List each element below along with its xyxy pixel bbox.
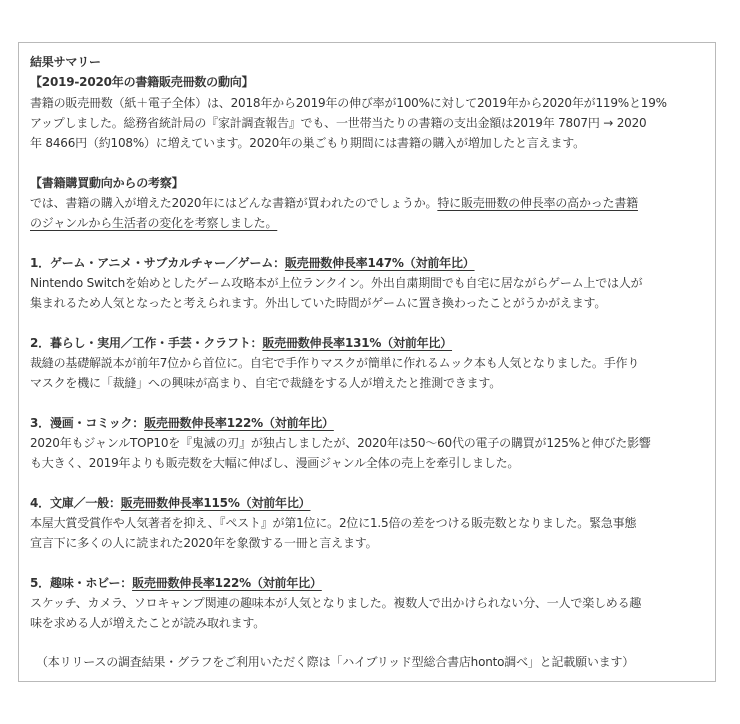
genre-text: 裁縫の基礎解説本が前年7位から首位に。自宅で手作りマスクが簡単に作れるムック本も人気となりました。手作り <box>30 356 640 370</box>
footnote: （本リリースの調査結果・グラフをご利用いただく際は「ハイブリッド型総合書店honto調べ」と記載願います） <box>36 655 635 669</box>
genre-text: 2020年もジャンルTOP10を『鬼滅の刃』が独占しましたが、2020年は50～60代の電子の購買が125%と伸びた影響 <box>30 436 651 450</box>
genre-rate: 販売冊数伸長率122%（対前年比） <box>144 416 334 430</box>
genre-heading <box>30 573 322 593</box>
genre-rate: 販売冊数伸長率147%（対前年比） <box>284 256 475 270</box>
trend-line: 年 8466円（約108%）に増えています。2020年の巣ごもり期間には書籍の購入が増加したと言えます。 <box>30 136 585 150</box>
trend-line: アップしました。総務省統計局の『家計調査報告』でも、一世帯当たりの書籍の支出金額は2019年 7807円 → 2020 <box>30 116 647 130</box>
genre-title: 3．漫画・コミック： <box>30 416 145 430</box>
analysis-text: では、書籍の購入が増えた2020年にはどんな書籍が買われたのでしょうか。 <box>30 196 438 210</box>
genre-heading <box>30 333 452 353</box>
summary-title: 結果サマリー <box>30 55 101 69</box>
genre-text: 宣言下に多くの人に読まれた2020年を象徴する一冊と言えます。 <box>30 536 378 550</box>
genre-text: 本屋大賞受賞作や人気著者を抑え、『ペスト』が第1位に。2位に1.5倍の差をつける販売数となりました。緊急事態 <box>30 516 637 530</box>
genre-heading <box>30 413 334 433</box>
genre-title: 2．暮らし・実用／工作・手芸・クラフト： <box>30 336 263 350</box>
genre-text: も大きく、2019年よりも販売数を大幅に伸ばし、漫画ジャンル全体の売上を牽引しました。 <box>30 456 520 470</box>
genre-rate: 販売冊数伸長率115%（対前年比） <box>120 496 311 510</box>
genre-title: 1．ゲーム・アニメ・サブカルチャー／ゲーム： <box>30 256 285 270</box>
genre-text: Nintendo Switchを始めとしたゲーム攻略本が上位ランクイン。外出自粛期間でも自宅に居ながらゲーム上では人が <box>30 276 643 290</box>
genre-heading <box>30 253 475 273</box>
trend-line: 書籍の販売冊数（紙＋電子全体）は、2018年から2019年の伸び率が100%に対して2019年から2020年が119%と19% <box>30 96 667 110</box>
genre-rate: 販売冊数伸長率122%（対前年比） <box>132 576 322 590</box>
genre-text: マスクを機に「裁縫」への興味が高まり、自宅で裁縫をする人が増えたと推測できます。 <box>30 376 502 390</box>
genre-rate: 販売冊数伸長率131%（対前年比） <box>262 336 453 350</box>
genre-text: 味を求める人が増えたことが読み取れます。 <box>30 616 266 630</box>
genre-title: 4．文庫／一般： <box>30 496 121 510</box>
trend-heading: 【2019-2020年の書籍販売冊数の動向】 <box>30 75 254 89</box>
analysis-heading: 【書籍購買動向からの考察】 <box>30 176 184 190</box>
genre-text: スケッチ、カメラ、ソロキャンプ関連の趣味本が人気となりました。複数人で出かけられない分、一人で楽しめる趣 <box>30 596 642 610</box>
genre-text: 集まれるため人気となったと考えられます。外出していた時間がゲームに置き換わったことがうかがえます。 <box>30 296 607 310</box>
genre-heading <box>30 493 310 513</box>
analysis-emphasis: 特に販売冊数の伸長率の高かった書籍 <box>437 196 638 210</box>
genre-title: 5．趣味・ホビー： <box>30 576 133 590</box>
analysis-emphasis: のジャンルから生活者の変化を考察しました。 <box>30 216 278 230</box>
analysis-line <box>30 193 638 213</box>
